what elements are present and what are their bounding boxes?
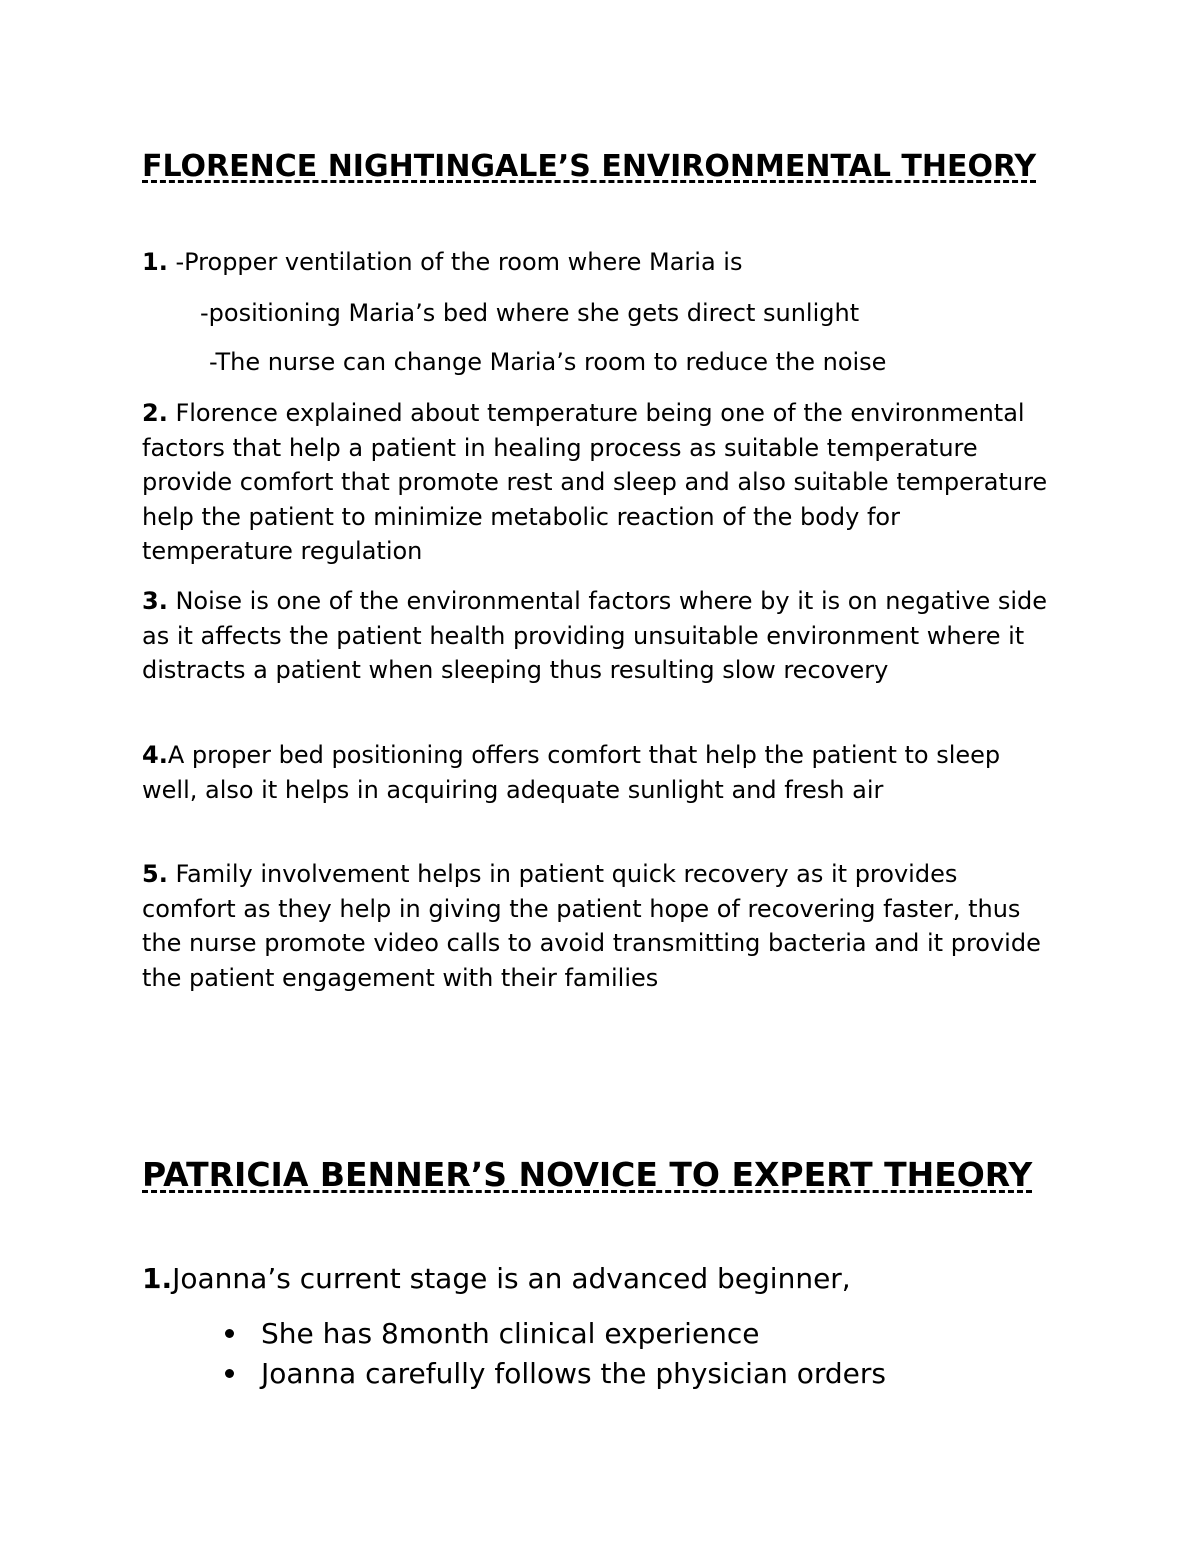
section1-item4	[142, 738, 1057, 807]
item-text: Family involvement helps in patient quick recovery as it provides comfort as they help in giving the patient hope of recovering faster, thus the nurse promote video calls to avoid transmitting bacteria and it provide the patient engagement with their families	[142, 860, 1041, 992]
section1-item3	[142, 584, 1057, 688]
item-number: 1.	[142, 1262, 173, 1295]
item-text: Florence explained about temperature being one of the environmental factors that help a patient in healing process as suitable temperature provide comfort that promote rest and sleep and also suitable temperature help the patient to minimize metabolic reaction of the body for temperature regulation	[142, 399, 1048, 565]
section1-item1-line3: -The nurse can change Maria’s room to reduce the noise	[209, 348, 887, 376]
bullet-icon	[225, 1329, 234, 1338]
section2-bullet-list	[225, 1314, 886, 1394]
item-number: 5.	[142, 860, 168, 888]
section2-item1	[142, 1259, 851, 1299]
section1-item1-line1	[142, 245, 742, 279]
bullet-icon	[225, 1369, 234, 1378]
section1-item5	[142, 857, 1057, 995]
list-item	[225, 1354, 886, 1394]
item-number: 2.	[142, 399, 168, 427]
item-number: 4.	[142, 741, 168, 769]
section1-item2	[142, 396, 1057, 569]
section1-title: FLORENCE NIGHTINGALE’S ENVIRONMENTAL THEORY	[142, 149, 1037, 184]
item-text: Joanna’s current stage is an advanced beginner,	[172, 1262, 851, 1295]
list-item-text: She has 8month clinical experience	[261, 1317, 760, 1350]
item-text: Noise is one of the environmental factors where by it is on negative side as it affects the patient health providing unsuitable environment where it distracts a patient when sleeping thus resulting slow recovery	[142, 587, 1048, 684]
section1-item1-line2: -positioning Maria’s bed where she gets direct sunlight	[200, 299, 860, 327]
item-text: -Propper ventilation of the room where Maria is	[167, 248, 743, 276]
item-text: A proper bed positioning offers comfort that help the patient to sleep well, also it helps in acquiring adequate sunlight and fresh air	[142, 741, 1001, 804]
item-number: 1.	[142, 248, 168, 276]
list-item	[225, 1314, 886, 1354]
item-number: 3.	[142, 587, 168, 615]
section2-title: PATRICIA BENNER’S NOVICE TO EXPERT THEORY	[142, 1155, 1033, 1194]
list-item-text: Joanna carefully follows the physician orders	[261, 1357, 887, 1390]
